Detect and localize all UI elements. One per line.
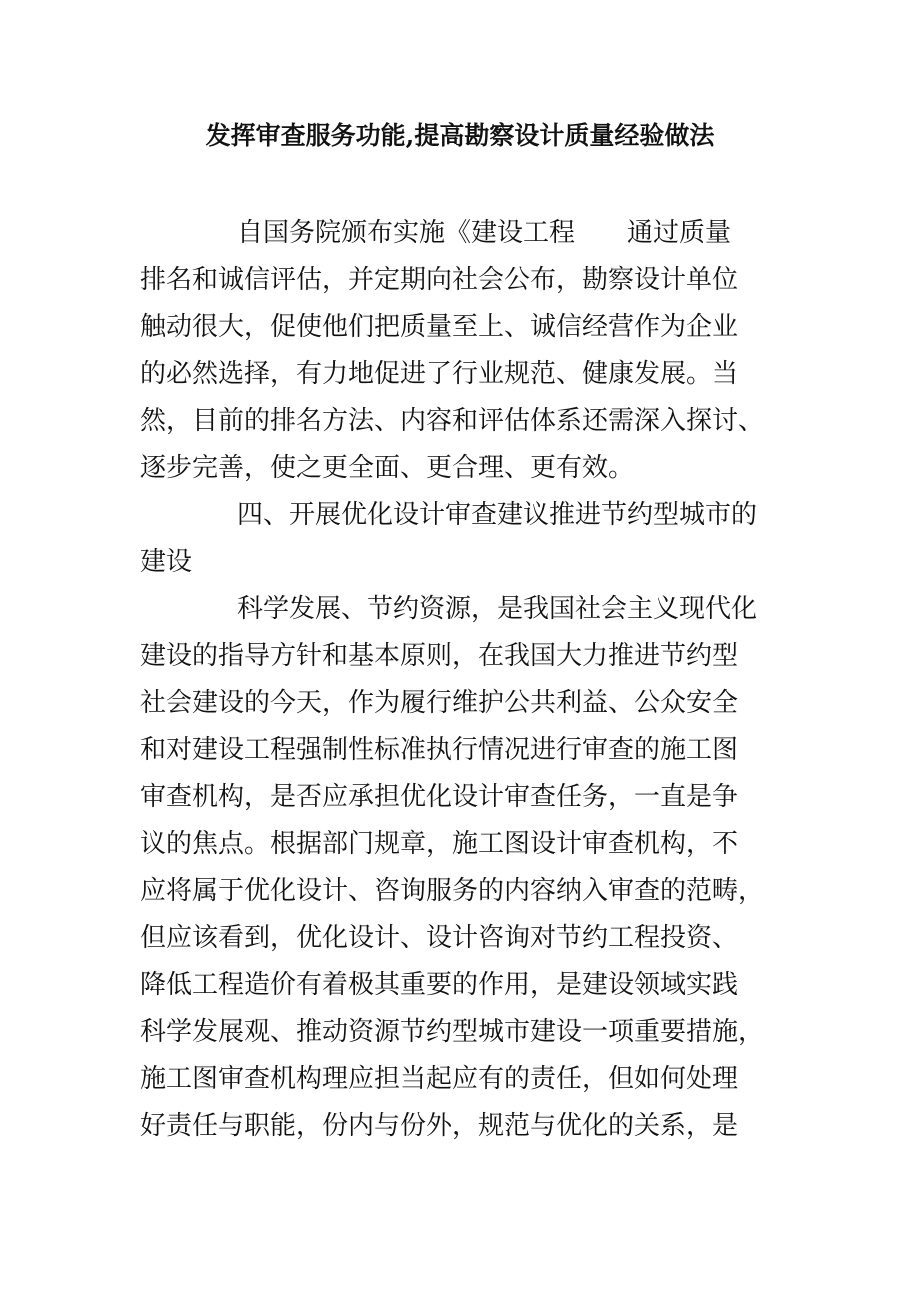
paragraph-1-line-1-part-1: 自国务院颁布实施《建设工程 — [237, 218, 576, 248]
document-body — [140, 210, 790, 1150]
paragraph-1-line-6: 逐步完善，使之更全面、更合理、更有效。 — [140, 453, 635, 483]
paragraph-3-line-4: 和对建设工程强制性标准执行情况进行审查的施工图 — [140, 735, 739, 765]
paragraph-1-line-4: 的必然选择，有力地促进了行业规范、健康发展。当 — [140, 359, 739, 389]
paragraph-1-line-5: 然，目前的排名方法、内容和评估体系还需深入探讨、 — [140, 406, 765, 436]
paragraph-3-line-9: 降低工程造价有着极其重要的作用，是建设领域实践 — [140, 970, 739, 1000]
paragraph-3-line-11: 施工图审查机构理应担当起应有的责任，但如何处理 — [140, 1064, 739, 1094]
document-title: 发挥审查服务功能,提高勘察设计质量经验做法 — [205, 121, 715, 150]
section-heading-line-1: 四、开展优化设计审查建议推进节约型城市的 — [237, 500, 758, 530]
paragraph-1-line-1-part-2: 通过质量 — [627, 218, 732, 248]
paragraph-1-line-1 — [140, 210, 790, 257]
paragraph-3-line-5: 审查机构，是否应承担优化设计审查任务，一直是争 — [140, 782, 739, 812]
paragraph-3-line-1: 科学发展、节约资源，是我国社会主义现代化 — [237, 594, 758, 624]
section-heading-line-2: 建设 — [140, 547, 193, 577]
paragraph-3-line-3: 社会建设的今天，作为履行维护公共利益、公众安全 — [140, 688, 739, 718]
paragraph-1-line-3: 触动很大，促使他们把质量至上、诚信经营作为企业 — [140, 312, 739, 342]
paragraph-3-line-10: 科学发展观、推动资源节约型城市建设一项重要措施， — [140, 1017, 765, 1047]
paragraph-3-line-6: 议的焦点。根据部门规章，施工图设计审查机构，不 — [140, 829, 739, 859]
paragraph-3-line-7: 应将属于优化设计、咨询服务的内容纳入审查的范畴， — [140, 876, 765, 906]
paragraph-3-line-2: 建设的指导方针和基本原则，在我国大力推进节约型 — [140, 641, 739, 671]
paragraph-1-line-2: 排名和诚信评估，并定期向社会公布，勘察设计单位 — [140, 265, 739, 295]
paragraph-3-line-12: 好责任与职能，份内与份外，规范与优化的关系，是 — [140, 1111, 739, 1141]
paragraph-3-line-8: 但应该看到，优化设计、设计咨询对节约工程投资、 — [140, 923, 739, 953]
